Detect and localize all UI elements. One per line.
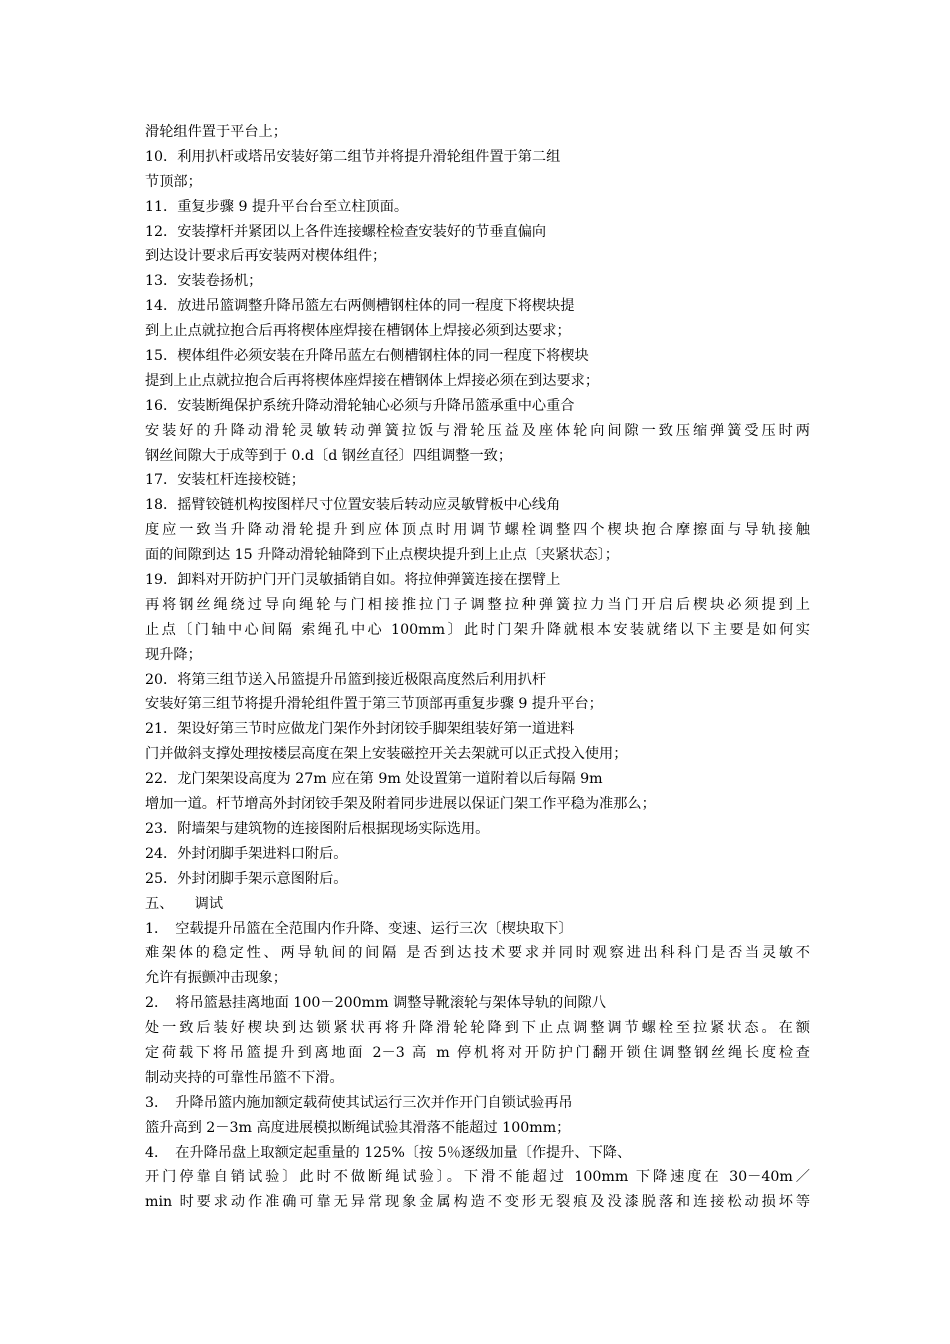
text-line: 16．安装断绳保护系统升降动滑轮轴心必须与升降吊篮承重中心重合: [145, 397, 575, 414]
text-line: 开门停靠自销试验〕此时不做断绳试验〕。下滑不能超过 100mm 下降速度在 30－40m／: [145, 1169, 810, 1186]
text-line: 定荷载下将吊篮提升到离地面 2－3 高 m 停机将对开防护门翻开锁住调整钢丝绳长度检查: [145, 1044, 810, 1061]
text-line: 难架体的稳定性、两导轨间的间隔 是否到达技术要求并同时观察进出科科门是否当灵敏不: [145, 945, 810, 962]
text-line: 14．放进吊篮调整升降吊篮左右两侧槽钢柱体的同一程度下将楔块提: [145, 298, 575, 315]
text-line: 24．外封闭脚手架进料口附后。: [145, 845, 348, 862]
text-line: 1． 空载提升吊篮在全范围内作升降、变速、运行三次〔楔块取下〕: [145, 920, 573, 937]
text-line: 再将钢丝绳绕过导向绳轮与门相接推拉门子调整拉种弹簧拉力当门开启后楔块必须提到上: [145, 596, 810, 613]
text-line: 节顶部；: [145, 173, 202, 190]
text-line: 允许有振颤冲击现象；: [145, 970, 287, 987]
text-line: 25．外封闭脚手架示意图附后。: [145, 870, 348, 887]
text-line: 提到上止点就拉抱合后再将楔体座焊接在槽钢体上焊接必须在到达要求；: [145, 372, 600, 389]
text-line: 21．架设好第三节时应做龙门架作外封闭铰手脚架组装好第一道进料: [145, 721, 575, 738]
text-line: 13．安装卷扬机；: [145, 273, 263, 290]
text-line: 滑轮组件置于平台上；: [145, 124, 287, 140]
text-line: 23．附墙架与建筑物的连接图附后根据现场实际选用。: [145, 820, 490, 837]
text-line: 15．楔体组件必须安装在升降吊蓝左右侧槽钢柱体的同一程度下将楔块: [145, 348, 589, 365]
section-heading: 五、 调试: [145, 895, 224, 912]
text-line: 面的间隙到达 15 升降动滑轮轴降到下止点楔块提升到上止点〔夹紧状态〕；: [145, 547, 619, 564]
text-line: 增加一道。杆节增高外封闭铰手架及附着同步进展以保证门架工作平稳为准那么；: [145, 796, 656, 813]
text-line: 制动夹持的可靠性吊篮不下滑。: [145, 1069, 344, 1086]
text-line: min 时要求动作准确可靠无异常现象金属构造不变形无裂痕及没漆脱落和连接松动损坏等: [145, 1194, 810, 1211]
text-line: 18．摇臂铰链机构按图样尺寸位置安装后转动应灵敏臂板中心线角: [145, 497, 561, 514]
text-line: 安装好第三组节将提升滑轮组件置于第三节顶部再重复步骤 9 提升平台；: [145, 696, 603, 713]
text-line: 3． 升降吊篮内施加额定载荷使其试运行三次并作开门自锁试验再吊: [145, 1094, 573, 1111]
text-line: 17．安装杠杆连接校链；: [145, 472, 305, 489]
text-line: 11．重复步骤 9 提升平台台至立柱顶面。: [145, 198, 409, 215]
text-line: 门并做斜支撑处理按楼层高度在架上安装磁控开关去架就可以正式投入使用；: [145, 746, 628, 763]
text-line: 10．利用扒杆或塔吊安装好第二组节并将提升滑轮组件置于第二组: [145, 148, 561, 165]
text-line: 钢丝间隙大于成等到于 0.d〔d 钢丝直径〕四组调整一致；: [145, 447, 513, 464]
text-line: 4． 在升降吊盘上取额定起重量的 125%〔按 5％逐级加量〔作提升、下降、: [145, 1144, 632, 1161]
text-line: 20．将第三组节送入吊篮提升吊篮到接近极限高度然后利用扒杆: [145, 671, 547, 688]
text-line: 现升降；: [145, 646, 202, 663]
text-line: 2． 将吊篮悬挂离地面 100－200mm 调整导靴滚轮与架体导轨的间隙八: [145, 995, 606, 1012]
text-line: 12．安装撑杆并紧团以上各件连接螺栓检查安装好的节垂直偏向: [145, 223, 547, 240]
text-line: 19．卸料对开防护门开门灵敏插销自如。将拉伸弹簧连接在摆臂上: [145, 572, 561, 589]
document-body: [145, 120, 810, 1215]
text-line: 篮升高到 2－3m 高度进展模拟断绳试验其滑落不能超过 100mm；: [145, 1119, 571, 1136]
text-line: 到达设计要求后再安装两对楔体组件；: [145, 248, 387, 265]
text-line: 度应一致当升降动滑轮提升到应体顶点时用调节螺栓调整四个楔块抱合摩擦面与导轨接触: [145, 522, 810, 539]
text-line: 22．龙门架架设高度为 27m 应在第 9m 处设置第一道附着以后每隔 9m: [145, 771, 603, 788]
text-line: 处一致后装好楔块到达锁紧状再将升降滑轮轮降到下止点调整调节螺栓至拉紧状态。在额: [145, 1020, 810, 1037]
text-line: 止点〔门轴中心间隔 索绳孔中心 100mm〕此时门架升降就根本安装就绪以下主要是如何实: [145, 621, 810, 638]
text-line: 到上止点就拉抱合后再将楔体座焊接在槽钢体上焊接必须到达要求；: [145, 323, 571, 340]
text-line: 安装好的升降动滑轮灵敏转动弹簧拉饭与滑轮压益及座体轮向间隙一致压缩弹簧受压时两: [145, 422, 810, 439]
